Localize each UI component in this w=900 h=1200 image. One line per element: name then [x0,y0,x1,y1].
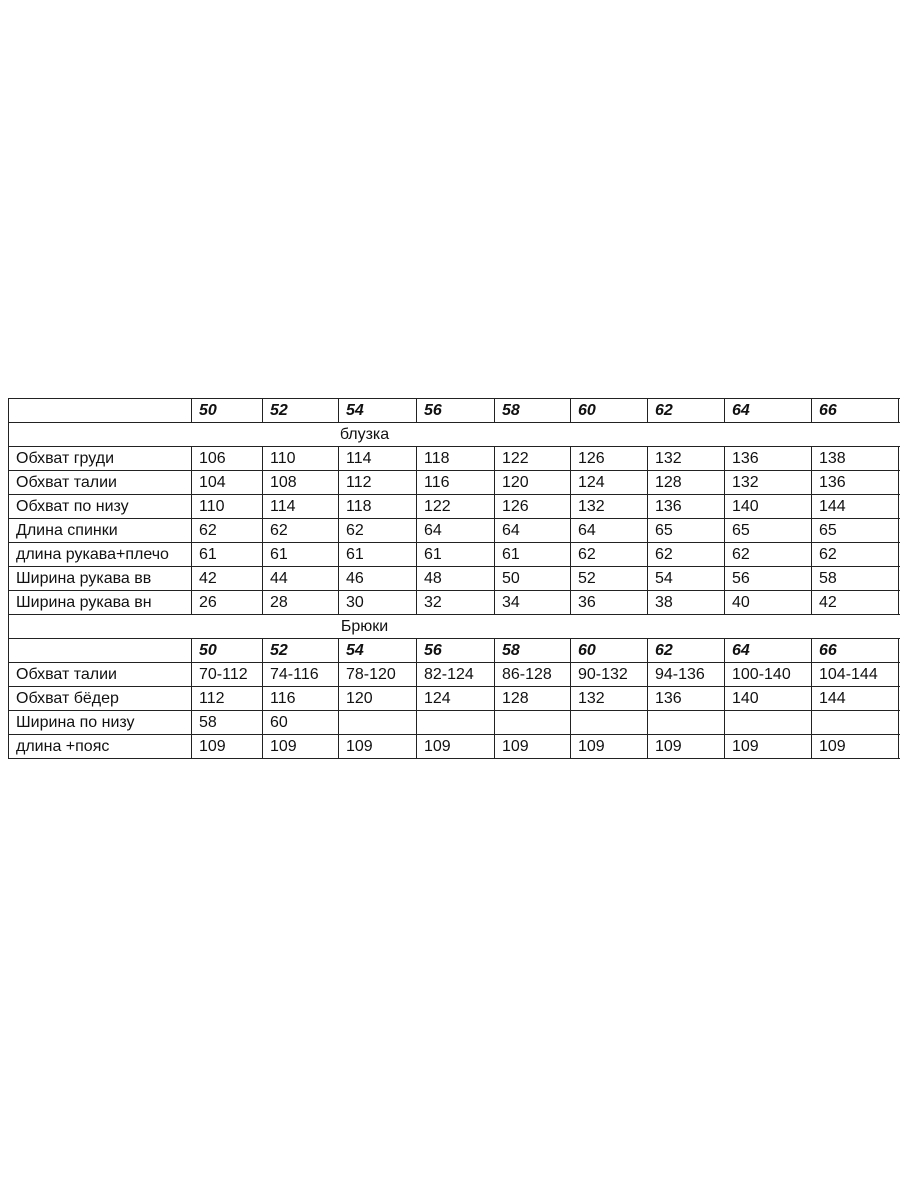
measurement-value: 126 [571,447,648,471]
measurement-value: 122 [417,495,495,519]
measurement-value: 38 [648,591,725,615]
measurement-value: 109 [725,735,812,759]
measurement-value: 50 [495,567,571,591]
measurement-row [9,471,900,495]
measurement-value: 109 [263,735,339,759]
measurement-value [417,711,495,735]
measurement-value: 136 [648,687,725,711]
measurement-label: Обхват груди [9,447,192,471]
measurement-value: 65 [812,519,899,543]
measurement-label: Обхват талии [9,663,192,687]
measurement-value: 136 [648,495,725,519]
measurement-value: 70-112 [192,663,263,687]
blouse-size-header-row [9,399,900,423]
measurement-value: 86-128 [495,663,571,687]
measurement-value: 61 [263,543,339,567]
measurement-value: 109 [192,735,263,759]
measurement-row [9,495,900,519]
measurement-value: 112 [339,471,417,495]
measurement-value: 62 [263,519,339,543]
measurement-value: 78-120 [339,663,417,687]
size-header-cell: 54 [339,639,417,663]
measurement-value: 62 [571,543,648,567]
measurement-value: 112 [192,687,263,711]
measurement-value: 144 [812,495,899,519]
measurement-row [9,687,900,711]
measurement-label: Длина спинки [9,519,192,543]
size-header-cell: 56 [417,399,495,423]
measurement-value: 58 [812,567,899,591]
measurement-value: 62 [648,543,725,567]
measurement-value: 56 [725,567,812,591]
measurement-value: 64 [571,519,648,543]
size-header-cell: 64 [725,639,812,663]
measurement-value: 124 [417,687,495,711]
measurement-value: 48 [417,567,495,591]
measurement-label: Ширина рукава вн [9,591,192,615]
measurement-value: 140 [725,495,812,519]
measurement-row [9,567,900,591]
measurement-label: длина +пояс [9,735,192,759]
measurement-value: 110 [263,447,339,471]
measurement-value: 120 [339,687,417,711]
measurement-value: 64 [417,519,495,543]
measurement-value: 62 [725,543,812,567]
measurement-label: Ширина рукава вв [9,567,192,591]
measurement-value: 132 [648,447,725,471]
measurement-value: 114 [339,447,417,471]
size-header-cell: 66 [812,639,899,663]
measurement-row [9,519,900,543]
size-chart-table [8,398,900,759]
measurement-value: 118 [339,495,417,519]
measurement-value: 144 [812,687,899,711]
measurement-value: 82-124 [417,663,495,687]
measurement-value: 34 [495,591,571,615]
measurement-value: 109 [812,735,899,759]
blouse-section-title-text: блузка [339,426,390,443]
trousers-section-title-text: Брюки [340,618,389,635]
size-header-cell: 56 [417,639,495,663]
size-header-cell: 60 [571,639,648,663]
measurement-value: 65 [648,519,725,543]
measurement-value: 132 [725,471,812,495]
measurement-value: 52 [571,567,648,591]
measurement-row [9,663,900,687]
measurement-value: 64 [495,519,571,543]
size-header-cell: 64 [725,399,812,423]
measurement-value: 109 [417,735,495,759]
measurement-value: 26 [192,591,263,615]
measurement-value: 116 [417,471,495,495]
measurement-value: 74-116 [263,663,339,687]
measurement-value: 126 [495,495,571,519]
measurement-value: 61 [192,543,263,567]
measurement-value: 30 [339,591,417,615]
trousers-size-header-row [9,639,900,663]
measurement-value: 109 [339,735,417,759]
measurement-value: 61 [417,543,495,567]
measurement-value: 128 [495,687,571,711]
measurement-value [495,711,571,735]
size-chart-body [9,399,900,759]
measurement-value: 60 [263,711,339,735]
measurement-row [9,447,900,471]
measurement-value: 132 [571,687,648,711]
trousers-section-title [9,615,900,639]
measurement-value: 120 [495,471,571,495]
measurement-row [9,543,900,567]
measurement-value [812,711,899,735]
measurement-value: 90-132 [571,663,648,687]
measurement-value: 54 [648,567,725,591]
measurement-label: длина рукава+плечо [9,543,192,567]
measurement-value: 104 [192,471,263,495]
measurement-label: Ширина по низу [9,711,192,735]
measurement-value [725,711,812,735]
measurement-value: 100-140 [725,663,812,687]
blouse-section-title [9,423,900,447]
measurement-value: 138 [812,447,899,471]
measurement-row [9,591,900,615]
size-header-cell: 54 [339,399,417,423]
measurement-value: 108 [263,471,339,495]
measurement-value: 44 [263,567,339,591]
measurement-value: 62 [812,543,899,567]
measurement-value: 110 [192,495,263,519]
measurement-value: 58 [192,711,263,735]
measurement-value: 94-136 [648,663,725,687]
measurement-value: 124 [571,471,648,495]
measurement-value: 46 [339,567,417,591]
size-header-cell: 52 [263,399,339,423]
measurement-value: 109 [571,735,648,759]
measurement-value: 42 [192,567,263,591]
measurement-value: 118 [417,447,495,471]
measurement-value: 40 [725,591,812,615]
size-header-cell: 50 [192,399,263,423]
measurement-value: 140 [725,687,812,711]
corner-cell [9,639,192,663]
measurement-value: 42 [812,591,899,615]
size-header-cell: 50 [192,639,263,663]
measurement-value [571,711,648,735]
measurement-label: Обхват по низу [9,495,192,519]
measurement-row [9,735,900,759]
size-header-cell: 62 [648,639,725,663]
size-header-cell: 60 [571,399,648,423]
blouse-section-row [9,423,900,447]
measurement-value [648,711,725,735]
measurement-row [9,711,900,735]
size-header-cell: 66 [812,399,899,423]
measurement-value: 65 [725,519,812,543]
measurement-value: 61 [339,543,417,567]
size-header-cell: 62 [648,399,725,423]
size-header-cell: 58 [495,639,571,663]
measurement-value [339,711,417,735]
measurement-value: 36 [571,591,648,615]
measurement-value: 114 [263,495,339,519]
size-header-cell: 52 [263,639,339,663]
measurement-label: Обхват талии [9,471,192,495]
size-header-cell: 58 [495,399,571,423]
measurement-value: 122 [495,447,571,471]
measurement-value: 32 [417,591,495,615]
measurement-value: 109 [495,735,571,759]
measurement-value: 109 [648,735,725,759]
measurement-value: 136 [812,471,899,495]
measurement-value: 136 [725,447,812,471]
measurement-value: 28 [263,591,339,615]
measurement-value: 132 [571,495,648,519]
corner-cell [9,399,192,423]
measurement-value: 104-144 [812,663,899,687]
measurement-value: 62 [192,519,263,543]
measurement-value: 62 [339,519,417,543]
measurement-value: 61 [495,543,571,567]
measurement-label: Обхват бёдер [9,687,192,711]
trousers-section-row [9,615,900,639]
measurement-value: 116 [263,687,339,711]
measurement-value: 106 [192,447,263,471]
measurement-value: 128 [648,471,725,495]
